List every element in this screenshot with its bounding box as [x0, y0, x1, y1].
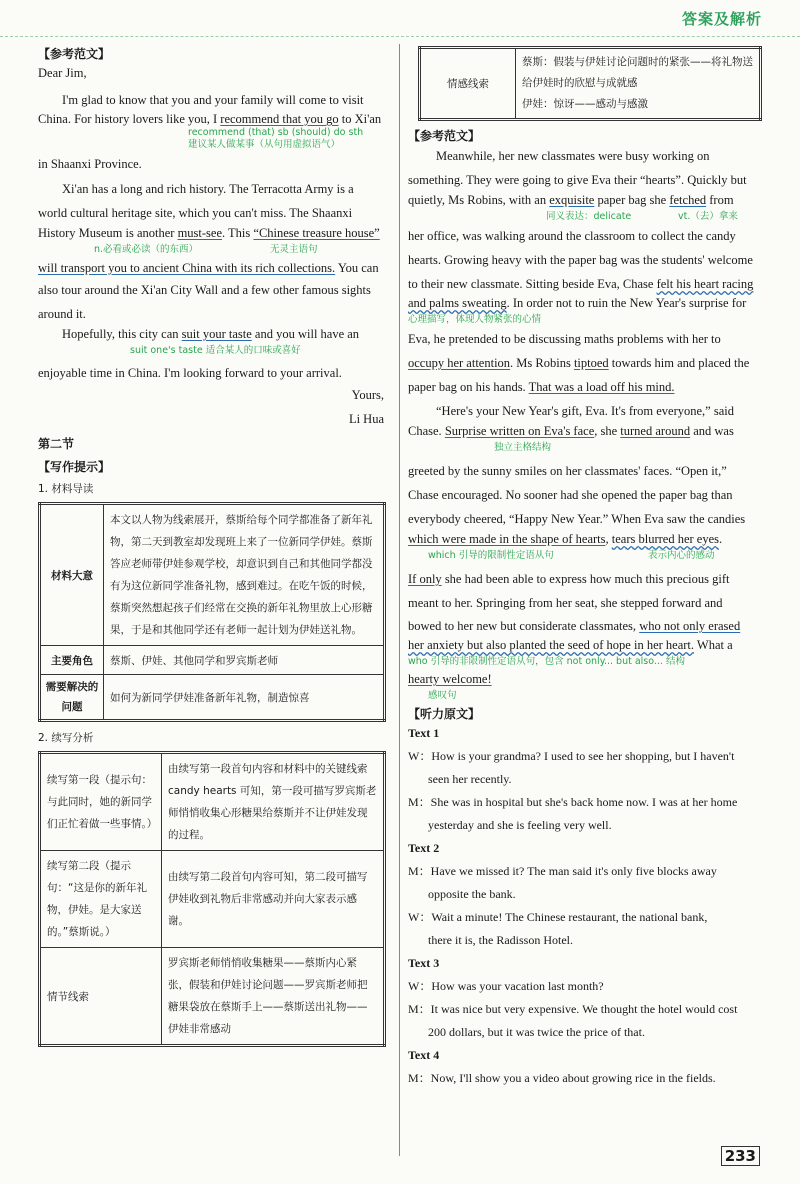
- annotation-row: [38, 241, 390, 257]
- transcript-line: seen her recently.: [428, 772, 512, 786]
- table-cell: [516, 48, 761, 120]
- transcript-line: W：How was your vacation last month?: [408, 979, 604, 993]
- table-head-cell: 情感线索: [420, 48, 516, 120]
- text-heading: Text 3: [408, 956, 440, 970]
- story-line: paper bag on his hands. That was a load off his mind.: [408, 380, 675, 394]
- transcript-line: 200 dollars, but it was twice the price of that.: [428, 1025, 645, 1039]
- story-line: her office, was walking around the classroom to collect the candy: [408, 229, 736, 243]
- story-line: greeted by the sunny smiles on her classmates' faces. “Open it,”: [408, 464, 727, 478]
- emotion-line: 伊娃：惊讶——感动与感激: [522, 98, 648, 110]
- table-cell: 蔡斯、伊娃、其他同学和罗宾斯老师: [104, 646, 385, 675]
- letter-line: in Shaanxi Province.: [38, 157, 142, 171]
- annotation: 独立主格结构: [494, 442, 552, 453]
- letter-line: enjoyable time in China. I'm looking forward to your arrival.: [38, 366, 342, 380]
- emotion-table: [418, 46, 762, 121]
- signature: Li Hua: [348, 412, 384, 426]
- transcript-line: M：Now, I'll show you a video about growing rice in the fields.: [408, 1071, 716, 1085]
- table-head-cell: 需要解决的问题: [40, 675, 104, 721]
- annotation: 无灵主语句: [270, 244, 318, 255]
- table-cell: 本文以人物为线索展开，蔡斯给每个同学都准备了新年礼物，第二天到教室却发现班上来了一位新同学伊娃。蔡斯答应老师带伊娃参观学校，却意识到自己和其他同学都没有为这位新同学准备礼物，感到难过。在吃午饭的时候，蔡斯突然想起孩子们经常在交换的新年礼物里放上心形糖果，于是和其他同学还有老师一起计划为伊娃送礼物。: [104, 504, 385, 646]
- transcript-line: opposite the bank.: [428, 887, 516, 901]
- sample-essay-label: 【参考范文】: [38, 47, 111, 61]
- story-line: Chase. Surprise written on Eva's face, she turned around and was: [408, 424, 734, 438]
- annotation: 感叹句: [428, 690, 457, 701]
- annotation: suit one's taste 适合某人的口味或喜好: [130, 345, 301, 356]
- table-row: [40, 851, 385, 948]
- table-cell: 罗宾斯老师悄悄收集糖果——蔡斯内心紧张，假装和伊娃讨论问题——罗宾斯老师把糖果袋放在蔡斯手上——蔡斯送出礼物——伊娃非常感动: [162, 948, 385, 1046]
- story-line: to their new classmate. Sitting beside Eva, Chase felt his heart racing: [408, 277, 754, 291]
- annotation: recommend (that) sb (should) do sth: [188, 127, 364, 138]
- analysis-table: [38, 751, 386, 1047]
- column-divider: [399, 44, 400, 1156]
- table-row: [420, 48, 761, 120]
- letter-line: also tour around the Xi'an City Wall and a few other famous sights: [38, 283, 371, 297]
- listening-label: 【听力原文】: [408, 707, 481, 721]
- subheading: 1. 材料导读: [38, 483, 94, 495]
- annotation: n.必看或必读（的东西）: [94, 244, 199, 255]
- text-heading: Text 2: [408, 841, 440, 855]
- story-line: Chase encouraged. No sooner had she opened the paper bag than: [408, 488, 733, 502]
- letter-line: Hopefully, this city can suit your taste and you will have an: [62, 327, 360, 341]
- sample-essay-label: 【参考范文】: [408, 129, 481, 143]
- right-column: [408, 46, 762, 1090]
- table-row: [40, 675, 385, 721]
- subheading: 2. 续写分析: [38, 732, 94, 744]
- letter: [38, 66, 390, 431]
- annotation-row: [408, 547, 762, 567]
- annotation-row: [408, 208, 762, 224]
- letter-line: will transport you to ancient China with its rich collections. You can: [38, 261, 379, 275]
- table-row: [40, 646, 385, 675]
- text-heading: Text 1: [408, 726, 440, 740]
- table-head-cell: 情节线索: [40, 948, 162, 1046]
- story-line: bowed to her new but considerate classmates, who not only erased: [408, 619, 741, 633]
- section-heading: 第二节: [38, 437, 75, 451]
- story-line: occupy her attention. Ms Robins tiptoed towards him and placed the: [408, 356, 750, 370]
- story-line: If only she had been able to express how much this precious gift: [408, 572, 730, 586]
- emotion-line: 蔡斯：假装与伊娃讨论问题时的紧张——将礼物送给伊娃时的欣慰与成就感: [522, 56, 753, 89]
- story-line: which were made in the shape of hearts, tears blurred her eyes.: [408, 532, 723, 546]
- annotation: which 引导的限制性定语从句: [428, 550, 554, 561]
- text-heading: Text 4: [408, 1048, 440, 1062]
- story-line: everybody cheered, “Happy New Year.” When Eva saw the candies: [408, 512, 746, 526]
- table-row: [40, 753, 385, 851]
- transcript-line: W：How is your grandma? I used to see her shopping, but I haven't: [408, 749, 735, 763]
- story: [408, 144, 762, 703]
- annotation: 表示内心的感动: [648, 550, 715, 561]
- writing-tips-label: 【写作提示】: [38, 460, 111, 474]
- letter-line: History Museum is another must-see. This “Chinese treasure house”: [38, 226, 380, 240]
- closing: Yours,: [351, 388, 384, 402]
- annotation: 心理描写，体现人物紧张的心情: [408, 314, 542, 325]
- transcript-line: M：She was in hospital but she's back home now. I was at her home: [408, 795, 738, 809]
- table-cell: 由续写第一段首句内容和材料中的关键线索 candy hearts 可知，第一段可描写罗宾斯老师悄悄收集心形糖果给蔡斯并不让伊娃发现的过程。: [162, 753, 385, 851]
- transcript-line: M：Have we missed it? The man said it's only five blocks away: [408, 864, 717, 878]
- letter-line: world cultural heritage site, which you can't miss. The Shaanxi: [38, 206, 353, 220]
- story-line: hearts. Growing heavy with the paper bag was the students' welcome: [408, 253, 753, 267]
- page-header-title: 答案及解析: [681, 10, 762, 28]
- left-column: [38, 45, 390, 1047]
- transcript-line: M：It was nice but very expensive. We thought the hotel would cost: [408, 1002, 738, 1016]
- table-head-cell: 续写第二段（提示句：“这是你的新年礼物，伊娃。是大家送的。”蔡斯说。）: [40, 851, 162, 948]
- table-cell: 如何为新同学伊娃准备新年礼物，制造惊喜: [104, 675, 385, 721]
- story-line: “Here's your New Year's gift, Eva. It's from everyone,” said: [436, 404, 734, 418]
- letter-line: Xi'an has a long and rich history. The Terracotta Army is a: [62, 182, 354, 196]
- annotation: vt.（去）拿来: [678, 211, 738, 222]
- story-line: meant to her. Springing from her seat, she stepped forward and: [408, 596, 723, 610]
- material-table: [38, 502, 386, 722]
- letter-line: around it.: [38, 307, 86, 321]
- story-line: quietly, Ms Robins, with an exquisite paper bag she fetched from: [408, 193, 734, 207]
- annotation: 建议某人做某事（从句用虚拟语气）: [188, 139, 341, 150]
- story-line: Eva, he pretended to be discussing maths problems with her to: [408, 332, 721, 346]
- table-head-cell: 续写第一段（提示句：与此同时，她的新同学们正忙着做一些事情。）: [40, 753, 162, 851]
- annotation: 同义表达：delicate: [546, 211, 632, 222]
- table-row: [40, 504, 385, 646]
- letter-line: China. For history lovers like you, I recommend that you go to Xi'an: [38, 112, 382, 126]
- salutation: Dear Jim,: [38, 66, 87, 80]
- page-number: 233: [721, 1146, 760, 1166]
- transcript-line: yesterday and she is feeling very well.: [428, 818, 612, 832]
- table-head-cell: 主要角色: [40, 646, 104, 675]
- transcript-line: there it is, the Radisson Hotel.: [428, 933, 573, 947]
- table-head-cell: 材料大意: [40, 504, 104, 646]
- story-line: something. They were going to give Eva their “hearts”. Quickly but: [408, 173, 747, 187]
- story-line: her anxiety but also planted the seed of hope in her heart. What a: [408, 638, 733, 652]
- story-line: and palms sweating. In order not to ruin the New Year's surprise for: [408, 296, 747, 310]
- table-row: [40, 948, 385, 1046]
- listening-transcript: [408, 722, 762, 1090]
- story-line: hearty welcome!: [408, 672, 492, 686]
- annotated-phrase: recommend that you go: [220, 112, 339, 126]
- header-divider: [0, 36, 800, 37]
- annotation: who 引导的非限制性定语从句，包含 not only... but also... 结构: [408, 656, 685, 667]
- transcript-line: W：Wait a minute! The Chinese restaurant, the national bank,: [408, 910, 708, 924]
- story-line: Meanwhile, her new classmates were busy working on: [436, 149, 710, 163]
- table-cell: 由续写第二段首句内容可知，第二段可描写伊娃收到礼物后非常感动并向大家表示感谢。: [162, 851, 385, 948]
- letter-line: I'm glad to know that you and your family will come to visit: [62, 93, 364, 107]
